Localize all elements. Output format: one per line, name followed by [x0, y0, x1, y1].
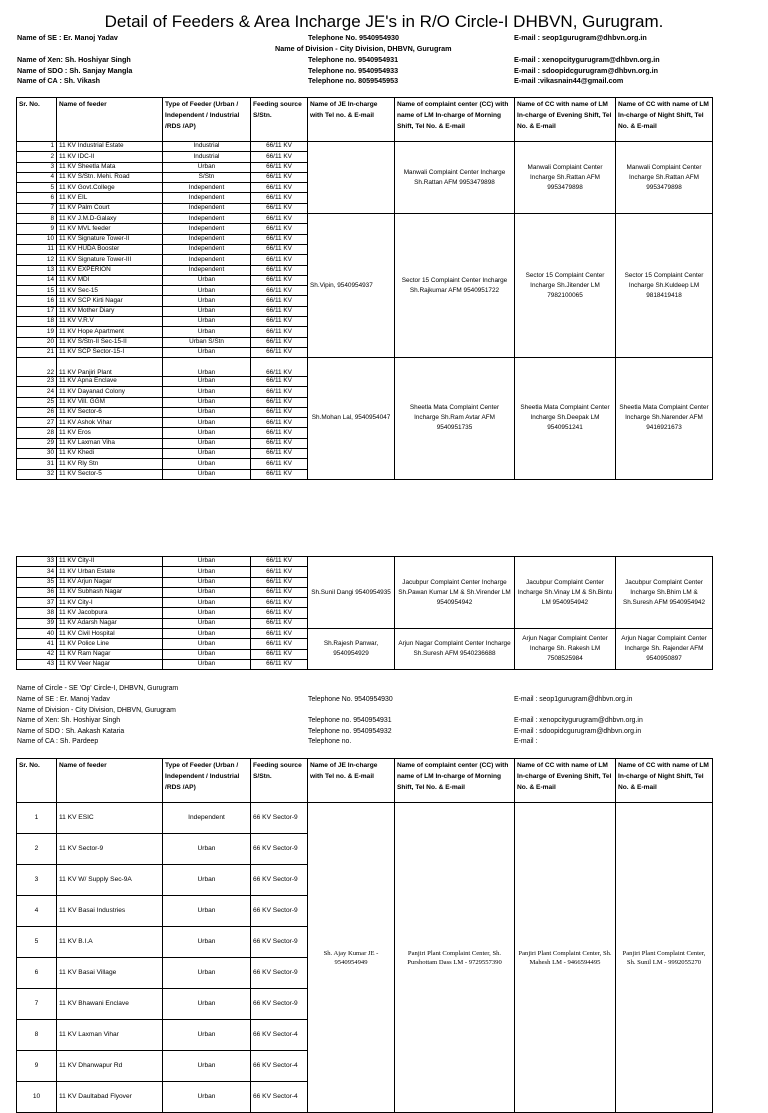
cell-srno: 28	[17, 428, 57, 438]
cell-feeder-name: 11 KV MDI	[57, 275, 163, 285]
cell-feeding-source: 66/11 KV	[251, 296, 308, 306]
cell-srno: 2	[17, 834, 57, 865]
cc-morning-cell: Panjiri Plant Complaint Center, Sh. Purshottam Dass LM - 9729557390	[395, 803, 515, 1113]
circle-name-2: Name of Circle - SE 'Op' Circle-I, DHBVN, Gurugram	[17, 685, 179, 692]
ca-name: Name of CA : Sh. Vikash	[17, 76, 101, 85]
cell-srno: 5	[17, 183, 57, 193]
cell-srno: 13	[17, 265, 57, 275]
cell-feeder-name: 11 KV Ram Nagar	[57, 649, 163, 659]
cell-feeder-type: Urban	[163, 598, 251, 608]
cell-feeding-source: 66/11 KV	[251, 618, 308, 628]
cell-feeder-type: Urban	[163, 557, 251, 567]
cell-feeding-source: 66 KV Sector-9	[251, 927, 308, 958]
se-telephone: Telephone No. 9540954930	[308, 33, 399, 42]
cc-morning-cell: Jacubpur Complaint Center Incharge Sh.Pawan Kumar LM & Sh.Virender LM 9540954942	[395, 557, 515, 629]
cell-feeder-type: Independent	[163, 265, 251, 275]
cell-feeding-source: 66/11 KV	[251, 306, 308, 316]
xen-name-2: Name of Xen: Sh. Hoshiyar Singh	[17, 717, 121, 724]
cell-feeding-source: 66/11 KV	[251, 387, 308, 397]
col-header-srno: Sr. No.	[17, 759, 57, 803]
cc-night-cell: Arjun Nagar Complaint Center Incharge Sh. Rajender AFM 9540950897	[616, 629, 713, 670]
cell-srno: 32	[17, 469, 57, 479]
cell-feeder-name: 11 KV Rly Stn	[57, 459, 163, 469]
cell-feeder-type: Urban	[163, 438, 251, 448]
cell-feeder-name: 11 KV Police Line	[57, 639, 163, 649]
cell-feeder-type: Urban	[163, 387, 251, 397]
sdo-email-2: E-mail : sdoopidcgurugram@dhbvn.org.in	[514, 728, 642, 735]
cell-feeder-name: 11 KV City-I	[57, 598, 163, 608]
cell-srno: 18	[17, 317, 57, 327]
cell-feeder-type: Urban	[163, 296, 251, 306]
cell-srno: 25	[17, 397, 57, 407]
cell-feeding-source: 66/11 KV	[251, 629, 308, 639]
cell-feeder-name: 11 KV Industrial Estate	[57, 142, 163, 152]
cell-feeder-type: Urban	[163, 449, 251, 459]
cell-srno: 22	[17, 357, 57, 376]
se-email: E-mail : seop1gurugram@dhbvn.org.in	[514, 33, 647, 42]
se-name-2: Name of SE : Er. Manoj Yadav	[17, 696, 110, 703]
cell-srno: 10	[17, 1082, 57, 1113]
cell-feeder-name: 11 KV SCP Sector-15-I	[57, 347, 163, 357]
table-row	[17, 357, 713, 376]
cell-feeding-source: 66/11 KV	[251, 347, 308, 357]
cell-feeding-source: 66/11 KV	[251, 275, 308, 285]
cell-feeder-type: Urban	[163, 927, 251, 958]
cell-srno: 4	[17, 896, 57, 927]
cell-srno: 6	[17, 958, 57, 989]
cell-feeder-name: 11 KV Bhawani Enclave	[57, 989, 163, 1020]
cell-feeder-name: 11 KV S/Stn-II Sec-15-II	[57, 337, 163, 347]
cell-feeder-name: 11 KV Adarsh Nagar	[57, 618, 163, 628]
cell-feeder-name: 11 KV EIL	[57, 193, 163, 203]
cell-feeder-type: Urban	[163, 275, 251, 285]
cell-feeder-type: Urban	[163, 306, 251, 316]
cell-feeder-name: 11 KV Sheetla Mata	[57, 162, 163, 172]
cell-feeder-name: 11 KV W/ Supply Sec-9A	[57, 865, 163, 896]
cell-srno: 12	[17, 255, 57, 265]
cell-feeder-type: Urban	[163, 317, 251, 327]
cell-srno: 35	[17, 577, 57, 587]
cell-feeding-source: 66 KV Sector-4	[251, 1020, 308, 1051]
cell-feeder-type: Urban	[163, 618, 251, 628]
cell-feeding-source: 66/11 KV	[251, 659, 308, 669]
cell-feeding-source: 66/11 KV	[251, 244, 308, 254]
cell-feeder-type: S/Stn	[163, 172, 251, 182]
cell-feeder-name: 11 KV Khedi	[57, 449, 163, 459]
cell-feeder-name: 11 KV J.M.D-Galaxy	[57, 214, 163, 224]
cell-feeder-type: Independent	[163, 224, 251, 234]
cell-feeding-source: 66 KV Sector-9	[251, 958, 308, 989]
cell-feeder-name: 11 KV Signature Tower-III	[57, 255, 163, 265]
cell-feeder-name: 11 KV EXPERION	[57, 265, 163, 275]
ca-email: E-mail :vikasnain44@gmail.com	[514, 76, 624, 85]
cell-feeding-source: 66/11 KV	[251, 142, 308, 152]
cell-feeder-type: Urban	[163, 1020, 251, 1051]
cell-feeder-type: Urban	[163, 896, 251, 927]
cell-feeding-source: 66/11 KV	[251, 255, 308, 265]
cell-feeder-name: 11 KV Mother Diary	[57, 306, 163, 316]
cell-srno: 14	[17, 275, 57, 285]
cell-srno: 20	[17, 337, 57, 347]
cell-feeder-type: Urban	[163, 608, 251, 618]
cell-feeder-type: Urban	[163, 659, 251, 669]
cell-srno: 26	[17, 407, 57, 417]
cell-feeder-type: Urban	[163, 418, 251, 428]
cell-feeder-name: 11 KV Urban Estate	[57, 567, 163, 577]
cell-srno: 43	[17, 659, 57, 669]
cell-srno: 15	[17, 286, 57, 296]
cell-feeder-type: Urban	[163, 347, 251, 357]
cell-feeding-source: 66/11 KV	[251, 428, 308, 438]
cell-feeder-name: 11 KV Apna Enclave	[57, 376, 163, 386]
cc-evening-cell: Manwali Complaint Center Incharge Sh.Rattan AFM 9953479898	[515, 142, 616, 214]
cell-feeder-name: 11 KV IDC-II	[57, 152, 163, 162]
cell-feeder-name: 11 KV Basai Industries	[57, 896, 163, 927]
cell-feeding-source: 66/11 KV	[251, 317, 308, 327]
sdo-name: Name of SDO : Sh. Sanjay Mangla	[17, 66, 133, 75]
se-name: Name of SE : Er. Manoj Yadav	[17, 33, 118, 42]
se-telephone-2: Telephone No. 9540954930	[308, 696, 393, 703]
cc-night-cell: Jacubpur Complaint Center Incharge Sh.Bhim LM & Sh.Suresh AFM 9540954942	[616, 557, 713, 629]
cell-feeding-source: 66/11 KV	[251, 418, 308, 428]
cc-night-cell: Sheetla Mata Complaint Center Incharge Sh.Narender AFM 9416921673	[616, 357, 713, 479]
je-cell: Sh.Mohan Lal, 9540954047	[308, 357, 395, 479]
cell-feeding-source: 66/11 KV	[251, 376, 308, 386]
cell-feeder-type: Urban	[163, 428, 251, 438]
cell-feeding-source: 66/11 KV	[251, 587, 308, 597]
cell-feeder-name: 11 KV Vill. GGM	[57, 397, 163, 407]
cell-feeder-name: 11 KV HUDA Booster	[57, 244, 163, 254]
feeder-table-3	[16, 758, 713, 1113]
cell-srno: 9	[17, 224, 57, 234]
feeder-table-2	[16, 556, 713, 670]
cell-feeder-name: 11 KV S/Stn. Mehi. Road	[57, 172, 163, 182]
cell-srno: 16	[17, 296, 57, 306]
cell-feeder-type: Urban	[163, 834, 251, 865]
cc-morning-cell: Manwali Complaint Center Incharge Sh.Rattan AFM 9953479898	[395, 142, 515, 214]
col-header-source: Feeding source S/Stn.	[251, 98, 308, 142]
ca-telephone-2: Telephone no.	[308, 738, 352, 745]
col-header-cc-evening: Name of CC with name of LM In-charge of Evening Shift, Tel No. & E-mail	[515, 759, 616, 803]
cell-feeder-type: Urban	[163, 327, 251, 337]
table-row	[17, 142, 713, 152]
cell-feeding-source: 66/11 KV	[251, 649, 308, 659]
cell-srno: 36	[17, 587, 57, 597]
cell-srno: 10	[17, 234, 57, 244]
cell-feeding-source: 66 KV Sector-4	[251, 1051, 308, 1082]
cell-feeder-type: Urban	[163, 459, 251, 469]
cell-feeder-type: Urban	[163, 639, 251, 649]
cell-srno: 24	[17, 387, 57, 397]
cell-feeder-type: Independent	[163, 803, 251, 834]
cell-feeding-source: 66/11 KV	[251, 286, 308, 296]
je-cell-empty	[308, 142, 395, 214]
cell-srno: 6	[17, 193, 57, 203]
cell-feeder-type: Urban	[163, 469, 251, 479]
cell-feeder-type: Independent	[163, 244, 251, 254]
table-header-row	[17, 759, 713, 803]
je-cell: Sh.Vipin, 9540954937	[308, 214, 395, 358]
cell-feeding-source: 66/11 KV	[251, 203, 308, 213]
cell-feeding-source: 66/11 KV	[251, 357, 308, 376]
cc-evening-cell: Panjiri Plant Complaint Center, Sh. Mahesh LM - 9466594495	[515, 803, 616, 1113]
se-email-2: E-mail : seop1gurugram@dhbvn.org.in	[514, 696, 633, 703]
cell-srno: 42	[17, 649, 57, 659]
cell-feeding-source: 66/11 KV	[251, 438, 308, 448]
cell-feeder-type: Industrial	[163, 152, 251, 162]
col-header-cc-morning: Name of complaint center (CC) with name of LM In-charge of Morning Shift, Tel No. & E-mail	[395, 98, 515, 142]
cc-night-cell: Panjiri Plant Complaint Center, Sh. Sunil LM - 9992055270	[616, 803, 713, 1113]
cell-feeding-source: 66/11 KV	[251, 337, 308, 347]
cell-feeder-name: 11 KV City-II	[57, 557, 163, 567]
cell-srno: 34	[17, 567, 57, 577]
cell-feeding-source: 66/11 KV	[251, 557, 308, 567]
cell-feeder-type: Urban	[163, 865, 251, 896]
sdo-telephone-2: Telephone no. 9540954932	[308, 728, 392, 735]
cc-evening-cell: Sheetla Mata Complaint Center Incharge Sh.Deepak LM 9540951241	[515, 357, 616, 479]
cell-srno: 40	[17, 629, 57, 639]
cell-feeding-source: 66/11 KV	[251, 265, 308, 275]
cc-night-cell: Sector 15 Complaint Center Incharge Sh.Kuldeep LM 9818419418	[616, 214, 713, 358]
xen-telephone: Telephone no. 9540954931	[308, 55, 399, 64]
xen-email-2: E-mail : xenopcitygurugram@dhbvn.org.in	[514, 717, 643, 724]
cell-feeder-type: Industrial	[163, 142, 251, 152]
cell-srno: 33	[17, 557, 57, 567]
col-header-je: Name of JE In-charge with Tel no. & E-mail	[308, 759, 395, 803]
cell-feeder-name: 11 KV Arjun Nagar	[57, 577, 163, 587]
cell-srno: 21	[17, 347, 57, 357]
document-title: Detail of Feeders & Area Incharge JE's in R/O Circle-I DHBVN, Gurugram.	[104, 12, 664, 31]
cell-feeder-type: Independent	[163, 234, 251, 244]
cell-feeder-name: 11 KV Veer Nagar	[57, 659, 163, 669]
cell-feeder-type: Urban	[163, 958, 251, 989]
cell-feeding-source: 66/11 KV	[251, 397, 308, 407]
cell-feeder-name: 11 KV B.I.A	[57, 927, 163, 958]
col-header-je: Name of JE In-charge with Tel no. & E-mail	[308, 98, 395, 142]
xen-name: Name of Xen: Sh. Hoshiyar Singh	[17, 55, 131, 64]
cell-feeding-source: 66/11 KV	[251, 327, 308, 337]
cell-feeding-source: 66/11 KV	[251, 567, 308, 577]
col-header-type: Type of Feeder (Urban / Independent / Industrial /RDS /AP)	[163, 759, 251, 803]
cell-feeder-name: 11 KV Sector-6	[57, 407, 163, 417]
cell-feeder-name: 11 KV SCP Kirti Nagar	[57, 296, 163, 306]
col-header-cc-morning: Name of complaint center (CC) with name of LM In-charge of Morning Shift, Tel No. & E-mail	[395, 759, 515, 803]
col-header-source: Feeding source S/Stn.	[251, 759, 308, 803]
cell-srno: 41	[17, 639, 57, 649]
cell-srno: 2	[17, 152, 57, 162]
cc-evening-cell: Arjun Nagar Complaint Center Incharge Sh. Rakesh LM 7508525984	[515, 629, 616, 670]
division-name: Name of Division - City Division, DHBVN, Gurugram	[275, 44, 452, 53]
cell-feeder-name: 11 KV Palm Court	[57, 203, 163, 213]
table-row	[17, 214, 713, 224]
cell-feeder-type: Urban	[163, 376, 251, 386]
cell-srno: 1	[17, 142, 57, 152]
cell-feeder-type: Urban	[163, 1051, 251, 1082]
col-header-cc-night: Name of CC with name of LM In-charge of Night Shift, Tel No. & E-mail	[616, 98, 713, 142]
col-header-type: Type of Feeder (Urban / Independent / Industrial /RDS /AP)	[163, 98, 251, 142]
xen-email: E-mail : xenopcitygurugram@dhbvn.org.in	[514, 55, 660, 64]
cell-feeder-type: Urban S/Stn	[163, 337, 251, 347]
cell-feeder-name: 11 KV Panjiri Plant	[57, 357, 163, 376]
cell-feeder-name: 11 KV Govt.College	[57, 183, 163, 193]
cell-feeder-type: Urban	[163, 649, 251, 659]
cell-srno: 7	[17, 989, 57, 1020]
cell-feeding-source: 66/11 KV	[251, 193, 308, 203]
cc-evening-cell: Sector 15 Complaint Center Incharge Sh.Jitender LM 7982100065	[515, 214, 616, 358]
table-row	[17, 629, 713, 639]
sdo-telephone: Telephone no. 9540954933	[308, 66, 399, 75]
cell-feeder-name: 11 KV Basai Village	[57, 958, 163, 989]
cell-feeding-source: 66 KV Sector-9	[251, 896, 308, 927]
cell-feeder-name: 11 KV Hope Apartment	[57, 327, 163, 337]
ca-email-2: E-mail :	[514, 738, 538, 745]
cell-feeder-type: Independent	[163, 255, 251, 265]
ca-name-2: Name of CA : Sh. Pardeep	[17, 738, 99, 745]
cell-feeder-name: 11 KV ESIC	[57, 803, 163, 834]
cell-srno: 3	[17, 865, 57, 896]
cell-feeding-source: 66 KV Sector-9	[251, 803, 308, 834]
cell-feeder-type: Urban	[163, 286, 251, 296]
cell-feeding-source: 66/11 KV	[251, 214, 308, 224]
cell-feeding-source: 66/11 KV	[251, 172, 308, 182]
cell-feeding-source: 66/11 KV	[251, 598, 308, 608]
cell-feeder-name: 11 KV Sector-5	[57, 469, 163, 479]
cell-feeding-source: 66/11 KV	[251, 234, 308, 244]
cell-feeding-source: 66/11 KV	[251, 183, 308, 193]
cell-feeder-name: 11 KV Jacobpura	[57, 608, 163, 618]
cell-feeder-name: 11 KV Daultabad Flyover	[57, 1082, 163, 1113]
cell-feeder-name: 11 KV Civil Hospital	[57, 629, 163, 639]
cell-feeding-source: 66/11 KV	[251, 459, 308, 469]
cell-feeding-source: 66 KV Sector-9	[251, 834, 308, 865]
je-cell: Sh. Ajay Kumar JE - 9540954949	[308, 803, 395, 1113]
je-cell: Sh.Rajesh Panwar, 9540954929	[308, 629, 395, 670]
table-row	[17, 803, 713, 834]
cell-feeder-name: 11 KV Sec-15	[57, 286, 163, 296]
cell-srno: 8	[17, 214, 57, 224]
table-header-row	[17, 98, 713, 142]
cell-feeding-source: 66/11 KV	[251, 152, 308, 162]
cell-feeder-name: 11 KV Subhash Nagar	[57, 587, 163, 597]
cell-feeder-name: 11 KV Sector-9	[57, 834, 163, 865]
cell-feeder-name: 11 KV MVL feeder	[57, 224, 163, 234]
cell-feeder-type: Urban	[163, 577, 251, 587]
cell-srno: 3	[17, 162, 57, 172]
cell-feeder-name: 11 KV Dhanwapur Rd	[57, 1051, 163, 1082]
cell-feeder-type: Independent	[163, 214, 251, 224]
cell-feeder-type: Urban	[163, 357, 251, 376]
cell-srno: 7	[17, 203, 57, 213]
cell-feeder-type: Independent	[163, 183, 251, 193]
cell-feeder-type: Urban	[163, 397, 251, 407]
cell-feeder-type: Urban	[163, 162, 251, 172]
cell-feeding-source: 66/11 KV	[251, 608, 308, 618]
cell-srno: 37	[17, 598, 57, 608]
cell-feeding-source: 66 KV Sector-4	[251, 1082, 308, 1113]
cell-srno: 5	[17, 927, 57, 958]
cell-feeder-name: 11 KV Signature Tower-II	[57, 234, 163, 244]
cell-feeder-type: Urban	[163, 989, 251, 1020]
cell-srno: 19	[17, 327, 57, 337]
cc-night-cell: Manwali Complaint Center Incharge Sh.Rattan AFM 9953479898	[616, 142, 713, 214]
cell-srno: 4	[17, 172, 57, 182]
cell-feeding-source: 66/11 KV	[251, 577, 308, 587]
cell-feeder-type: Urban	[163, 587, 251, 597]
cell-feeding-source: 66 KV Sector-9	[251, 865, 308, 896]
cell-feeding-source: 66/11 KV	[251, 407, 308, 417]
cell-feeder-name: 11 KV Laxman Viha	[57, 438, 163, 448]
cc-evening-cell: Jacubpur Complaint Center Incharge Sh.Vinay LM & Sh.Bintu LM 9540954942	[515, 557, 616, 629]
cell-srno: 8	[17, 1020, 57, 1051]
col-header-cc-evening: Name of CC with name of LM In-charge of Evening Shift, Tel No. & E-mail	[515, 98, 616, 142]
cell-feeder-type: Urban	[163, 1082, 251, 1113]
col-header-feeder: Name of feeder	[57, 98, 163, 142]
cell-srno: 31	[17, 459, 57, 469]
cell-feeding-source: 66/11 KV	[251, 162, 308, 172]
cell-srno: 27	[17, 418, 57, 428]
cell-feeder-type: Urban	[163, 629, 251, 639]
cell-feeder-type: Urban	[163, 407, 251, 417]
ca-telephone: Telephone no. 8059545953	[308, 76, 399, 85]
xen-telephone-2: Telephone no. 9540954931	[308, 717, 392, 724]
cell-feeding-source: 66/11 KV	[251, 639, 308, 649]
cell-feeder-type: Independent	[163, 203, 251, 213]
cell-srno: 1	[17, 803, 57, 834]
cell-feeder-type: Urban	[163, 567, 251, 577]
cell-srno: 30	[17, 449, 57, 459]
cell-feeding-source: 66 KV Sector-9	[251, 989, 308, 1020]
sdo-name-2: Name of SDO : Sh. Aakash Kataria	[17, 728, 125, 735]
je-cell: Sh.Sunil Dangi 9540954935	[308, 557, 395, 629]
cell-feeding-source: 66/11 KV	[251, 449, 308, 459]
feeder-table-1	[16, 97, 713, 480]
cell-srno: 38	[17, 608, 57, 618]
cell-feeding-source: 66/11 KV	[251, 224, 308, 234]
cell-srno: 29	[17, 438, 57, 448]
cc-morning-cell: Sector 15 Complaint Center Incharge Sh.Rajkumar AFM 9540951722	[395, 214, 515, 358]
cell-srno: 9	[17, 1051, 57, 1082]
cc-morning-cell: Arjun Nagar Complaint Center Incharge Sh.Suresh AFM 9540236688	[395, 629, 515, 670]
cell-feeder-name: 11 KV Eros	[57, 428, 163, 438]
cell-srno: 23	[17, 376, 57, 386]
cell-feeder-name: 11 KV Laxman Vihar	[57, 1020, 163, 1051]
col-header-feeder: Name of feeder	[57, 759, 163, 803]
cell-srno: 39	[17, 618, 57, 628]
cell-feeder-name: 11 KV Dayanad Colony	[57, 387, 163, 397]
division-name-2: Name of Division - City Division, DHBVN, Gurugram	[17, 707, 176, 714]
cc-morning-cell: Sheetla Mata Complaint Center Incharge Sh.Ram Avtar AFM 9540951735	[395, 357, 515, 479]
cell-srno: 11	[17, 244, 57, 254]
cell-feeder-type: Independent	[163, 193, 251, 203]
cell-feeder-name: 11 KV Ashok Vihar	[57, 418, 163, 428]
sdo-email: E-mail : sdoopidcgurugram@dhbvn.org.in	[514, 66, 658, 75]
cell-feeding-source: 66/11 KV	[251, 469, 308, 479]
table-row	[17, 557, 713, 567]
col-header-srno: Sr. No.	[17, 98, 57, 142]
cell-srno: 17	[17, 306, 57, 316]
cell-feeder-name: 11 KV V.R.V	[57, 317, 163, 327]
col-header-cc-night: Name of CC with name of LM In-charge of Night Shift, Tel No. & E-mail	[616, 759, 713, 803]
